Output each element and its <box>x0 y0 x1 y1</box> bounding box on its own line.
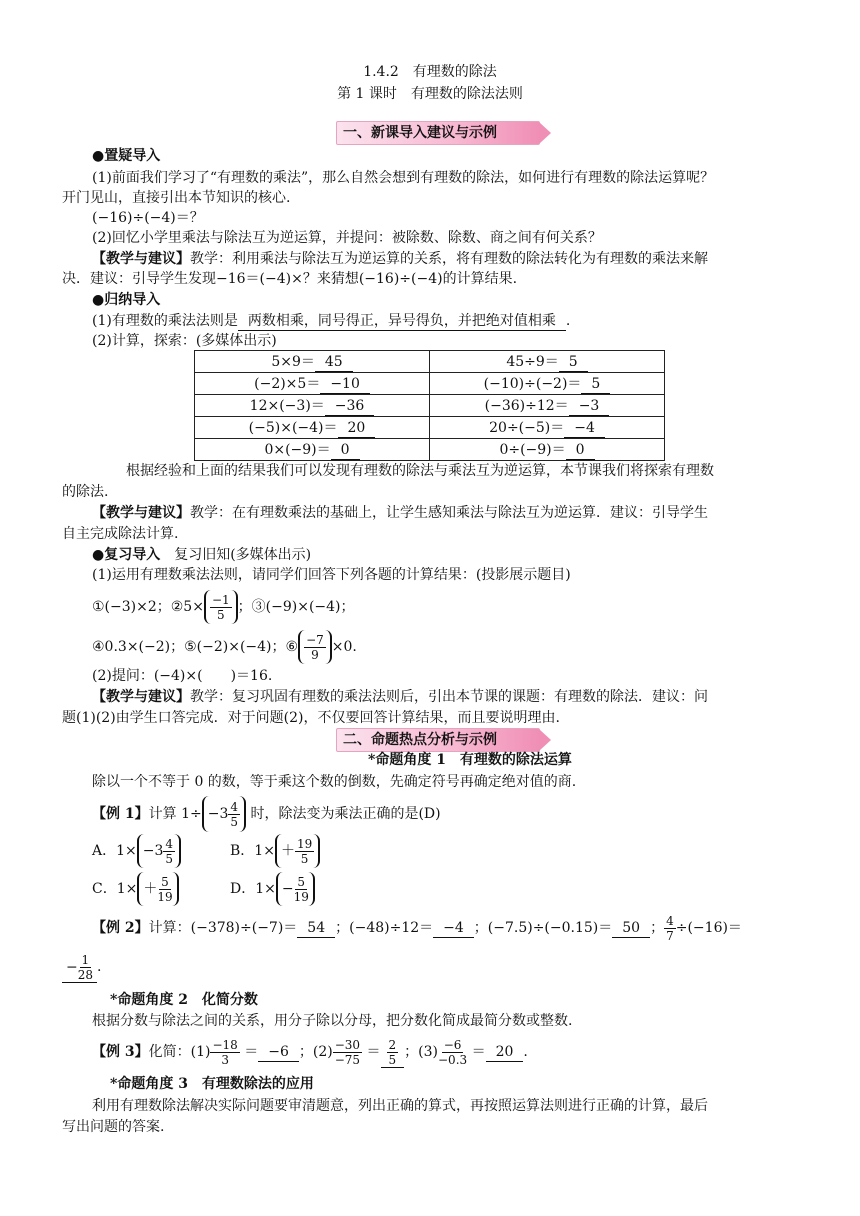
intro2-heading: ●归纳导入 <box>92 292 161 308</box>
tip-text: 教学：复习巩固有理数的乘法法则后，引出本节课的课题：有理数的除法．建议：问 <box>190 689 708 705</box>
intro2-p3b: 的除法. <box>62 484 109 500</box>
intro3-heading <box>92 545 311 565</box>
intro2-p3a: 根据经验和上面的结果我们可以发现有理数的除法与乘法互为逆运算，本节课我们将探索有理数 <box>126 463 714 479</box>
table-cell: (−2)×5＝ −10 <box>195 373 430 395</box>
example-1 <box>92 796 441 834</box>
table-cell: 45÷9＝ 5 <box>430 351 665 373</box>
table-row <box>195 351 665 373</box>
table-cell: (−5)×(−4)＝ 20 <box>195 417 430 439</box>
angle2-heading: *命题角度 2 化简分数 <box>110 992 258 1008</box>
table-row <box>195 373 665 395</box>
frac-den: 9 <box>311 647 319 662</box>
ex1-tail: 时，除法变为乘法正确的是(D) <box>250 806 441 822</box>
table-cell: 5×9＝ 45 <box>195 351 430 373</box>
intro2-tip <box>92 503 708 523</box>
example-2-answer: − $\frac{1}{28}$ . <box>62 950 101 986</box>
intro1-p3: (2)回忆小学里乘法与除法互为逆运算，并提问：被除数、除数、商之间有何关系？ <box>92 230 602 246</box>
intro1-p2: (−16)÷(−4)＝？ <box>92 210 204 226</box>
intro3-heading-label: ●复习导入 <box>92 547 161 563</box>
tip-text: 教学：在有理数乘法的基础上，让学生感知乘法与除法互为逆运算．建议：引导学生 <box>190 505 708 521</box>
option-a: A．1× −3 $\frac{4}{5}$ <box>92 834 181 870</box>
page-subtitle: 第 1 课时 有理数的除法法则 <box>337 86 523 102</box>
intro1-tip-b: 决．建议：引导学生发现−16＝(−4)×？来猜想(−16)÷(−4)的计算结果. <box>62 271 518 287</box>
example-label: 【例 1】 <box>92 806 149 822</box>
q1-tail: ；③(−9)×(−4)； <box>237 599 355 615</box>
intro2-p1-pre: (1)有理数的乘法法则是 <box>92 313 238 329</box>
option-b: B．1× ＋ $\frac{19}{5}$ <box>230 834 320 870</box>
section-banner-2: 二、命题热点分析与示例 <box>336 728 540 752</box>
angle3-heading: *命题角度 3 有理数除法的应用 <box>110 1076 314 1092</box>
table-row <box>195 439 665 461</box>
intro3-p2: (2)提问：(−4)×( )＝16. <box>92 668 273 684</box>
table-cell: 0÷(−9)＝ 0 <box>430 439 665 461</box>
intro2-p2: (2)计算，探索：(多媒体出示) <box>92 333 277 349</box>
q2-tail: ×0. <box>331 639 357 655</box>
intro1-heading: ●置疑导入 <box>92 148 161 164</box>
example-2: 【例 2】计算：(−378)÷(−7)＝ 54 ；(−48)÷12＝ −4 ；(−7.5)÷(−0.15)＝ 50 ； $\frac{4}{7}$ ÷(−16)＝ <box>92 913 742 943</box>
intro3-q2 <box>92 630 357 666</box>
table-cell: 0×(−9)＝ 0 <box>195 439 430 461</box>
intro2-p1-answer: 两数相乘，同号得正，异号得负，并把绝对值相乘 <box>238 312 566 331</box>
example-label: 【例 2】 <box>92 920 149 936</box>
angle3-rule-b: 写出问题的答案. <box>62 1119 165 1135</box>
section-banner-1: 一、新课导入建议与示例 <box>336 121 540 145</box>
table-row <box>195 417 665 439</box>
intro3-p1: (1)运用有理数乘法法则，请同学们回答下列各题的计算结果：(投影展示题目) <box>92 567 571 583</box>
example-label: 【例 3】 <box>92 1044 149 1060</box>
intro1-p1b: 开门见山，直接引出本节知识的核心. <box>62 190 291 206</box>
table-cell: (−10)÷(−2)＝ 5 <box>430 373 665 395</box>
frac-num: −7 <box>306 632 324 647</box>
table-cell: 20÷(−5)＝ −4 <box>430 417 665 439</box>
intro3-heading-tail: 复习旧知(多媒体出示) <box>174 547 312 563</box>
ex1-paren: −3 $\frac{4}{5}$ <box>202 796 246 832</box>
table-cell: 12×(−3)＝ −36 <box>195 395 430 417</box>
option-d: D．1× − $\frac{5}{19}$ <box>230 872 315 908</box>
angle1-rule: 除以一个不等于 0 的数，等于乘这个数的倒数，先确定符号再确定绝对值的商. <box>92 774 577 790</box>
frac-num: −1 <box>211 592 230 607</box>
frac-den: 5 <box>216 607 225 622</box>
q2-text: ④0.3×(−2)；⑤(−2)×(−4)；⑥ <box>92 639 299 655</box>
intro3-tip <box>92 687 708 707</box>
table-row <box>195 395 665 417</box>
q1-paren <box>204 590 238 624</box>
q2-paren <box>298 630 332 664</box>
intro2-p1-post: . <box>565 313 571 329</box>
example-3: 【例 3】化简：(1) $\frac{-18}{3}$ ＝ −6 ；(2) $\frac{-30}{-75}$ ＝ $\frac{2}{5}$ ；(3) $\frac{-6}{-0.3}$ ＝ 20 . <box>92 1037 528 1067</box>
intro1-p1a: (1)前面我们学习了“有理数的乘法”，那么自然会想到有理数的除法，如何进行有理数的除法运算呢？ <box>92 170 715 186</box>
ex1-text: 计算 1÷ <box>148 806 202 822</box>
intro3-q1 <box>92 590 355 626</box>
intro3-tip-b: 题(1)(2)由学生口答完成．对于问题(2)，不仅要回答计算结果，而且要说明理由. <box>62 710 560 726</box>
tip-label: 【教学与建议】 <box>92 251 190 267</box>
angle2-rule: 根据分数与除法之间的关系，用分子除以分母，把分数化简成最简分数或整数. <box>92 1013 573 1029</box>
tip-label: 【教学与建议】 <box>92 689 190 705</box>
calc-table <box>194 350 665 461</box>
angle3-rule-a: 利用有理数除法解决实际问题要审清题意，列出正确的算式，再按照运算法则进行正确的计算，最后 <box>92 1098 708 1114</box>
tip-label: 【教学与建议】 <box>92 505 190 521</box>
intro2-tip-b: 自主完成除法计算. <box>62 526 179 542</box>
q1-text: ①(−3)×2；②5× <box>92 599 204 615</box>
angle1-heading: *命题角度 1 有理数的除法运算 <box>368 752 572 768</box>
intro2-p1 <box>92 311 570 331</box>
table-cell: (−36)÷12＝ −3 <box>430 395 665 417</box>
page-title: 1.4.2 有理数的除法 <box>363 64 497 80</box>
intro1-tip <box>92 249 708 269</box>
option-c: C．1× ＋ $\frac{5}{19}$ <box>92 872 179 908</box>
tip-text: 教学：利用乘法与除法互为逆运算的关系，将有理数的除法转化为有理数的乘法来解 <box>190 251 708 267</box>
